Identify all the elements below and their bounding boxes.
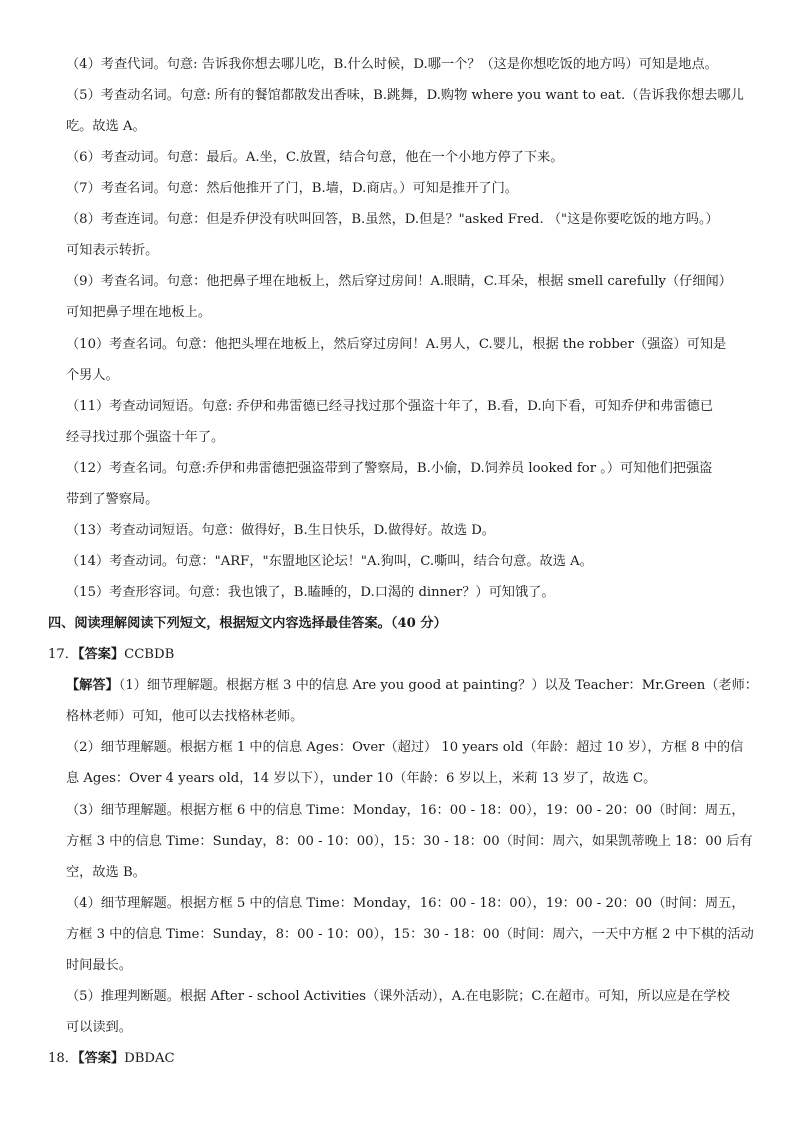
analysis-line: （4）考查代词。句意: 告诉我你想去哪儿吃，B.什么时候，D.哪一个？（这是你想吃饭的地方吗）可知是地点。: [66, 57, 718, 72]
section-heading: 四、阅读理解阅读下列短文，根据短文内容选择最佳答案。（40 分）: [48, 616, 447, 631]
analysis-line: 可知表示转折。: [66, 243, 159, 258]
analysis-line: （5）考查动名词。句意: 所有的餐馆都散发出香味，B.跳舞，D.购物 where you want to eat.（告诉我你想去哪儿: [66, 88, 744, 103]
analysis-line: （10）考查名词。句意：他把头埋在地板上，然后穿过房间！A.男人，C.婴儿，根据 the robber（强盗）可知是: [66, 337, 727, 352]
question-number: 17．: [48, 647, 78, 662]
q17-analysis-line: 方框 3 中的信息 Time：Sunday，8：00 - 10：00），15：30 - 18：00（时间：周六，如果凯蒂晚上 18：00 后有: [66, 834, 753, 849]
answer-value: CCBDB: [124, 647, 175, 662]
analysis-text: （1）细节理解题。根据方框 3 中的信息 Are you good at painting？）以及 Teacher：Mr.Green（老师：: [118, 678, 758, 693]
q18-answer-line: [48, 1049, 758, 1069]
q17-analysis-line: （4）细节理解题。根据方框 5 中的信息 Time：Monday，16：00 - 18：00），19：00 - 20：00（时间：周五，: [66, 896, 745, 911]
q17-analysis-line: 空，故选 B。: [66, 865, 146, 880]
analysis-line: （11）考查动词短语。句意: 乔伊和弗雷德已经寻找过那个强盗十年了，B.看，D.向下看，可知乔伊和弗雷德已: [66, 399, 714, 414]
analysis-line: （9）考查名词。句意：他把鼻子埋在地板上，然后穿过房间！A.眼睛，C.耳朵，根据 smell carefully（仔细闻）: [66, 274, 732, 289]
analysis-line: 带到了警察局。: [66, 492, 159, 507]
analysis-tag: 【解答】: [66, 678, 119, 693]
q17-analysis-line: （5）推理判断题。根据 After - school Activities（课外活动），A.在电影院；C.在超市。可知，所以应是在学校: [66, 989, 730, 1004]
analysis-line: （12）考查名词。句意:乔伊和弗雷德把强盗带到了警察局，B.小偷，D.饲养员 looked for 。）可知他们把强盗: [66, 461, 713, 476]
q17-analysis-line: （3）细节理解题。根据方框 6 中的信息 Time：Monday，16：00 - 18：00），19：00 - 20：00（时间：周五，: [66, 803, 745, 818]
analysis-line: （7）考查名词。句意：然后他推开了门，B.墙，D.商店。）可知是推开了门。: [66, 181, 518, 196]
q17-analysis-line: 可以读到。: [66, 1020, 132, 1035]
question-number: 18．: [48, 1051, 78, 1066]
analysis-line: （8）考查连词。句意：但是乔伊没有吠叫回答，B.虽然，D.但是？"asked Fred. （"这是你要吃饭的地方吗。）: [66, 212, 719, 227]
q17-analysis-line: （2）细节理解题。根据方框 1 中的信息 Ages：Over（超过） 10 years old（年龄：超过 10 岁），方框 8 中的信: [66, 740, 744, 755]
q17-analysis-line: 时间最长。: [66, 958, 132, 973]
analysis-line: 经寻找过那个强盗十年了。: [66, 430, 225, 445]
analysis-line: （14）考查动词。句意："ARF，"东盟地区论坛！"A.狗叫，C.嘶叫，结合句意。故选 A。: [66, 554, 593, 569]
analysis-line: （6）考查动词。句意：最后。A.坐，C.放置，结合句意，他在一个小地方停了下来。: [66, 150, 564, 165]
answer-tag: 【答案】: [77, 647, 125, 662]
q17-analysis-line: 格林老师）可知，他可以去找格林老师。: [66, 709, 304, 724]
analysis-line: 可知把鼻子埋在地板上。: [66, 305, 212, 320]
q17-answer-line: [48, 645, 758, 665]
analysis-line: 个男人。: [66, 368, 119, 383]
answer-value: DBDAC: [124, 1051, 175, 1066]
q17-analysis-line: 息 Ages：Over 4 years old，14 岁以下），under 10（年龄：6 岁以上，米莉 13 岁了，故选 C。: [66, 771, 657, 786]
analysis-line: （15）考查形容词。句意：我也饿了，B.瞌睡的，D.口渴的 dinner？）可知饿了。: [66, 585, 555, 600]
q17-analysis-line: 方框 3 中的信息 Time：Sunday，8：00 - 10：00），15：30 - 18：00（时间：周六，一天中方框 2 中下棋的活动: [66, 927, 754, 942]
analysis-line: （13）考查动词短语。句意：做得好，B.生日快乐，D.做得好。故选 D。: [66, 523, 495, 538]
q17-analysis-line: [66, 676, 758, 696]
analysis-line: 吃。故选 A。: [66, 119, 146, 134]
answer-tag: 【答案】: [77, 1051, 125, 1066]
